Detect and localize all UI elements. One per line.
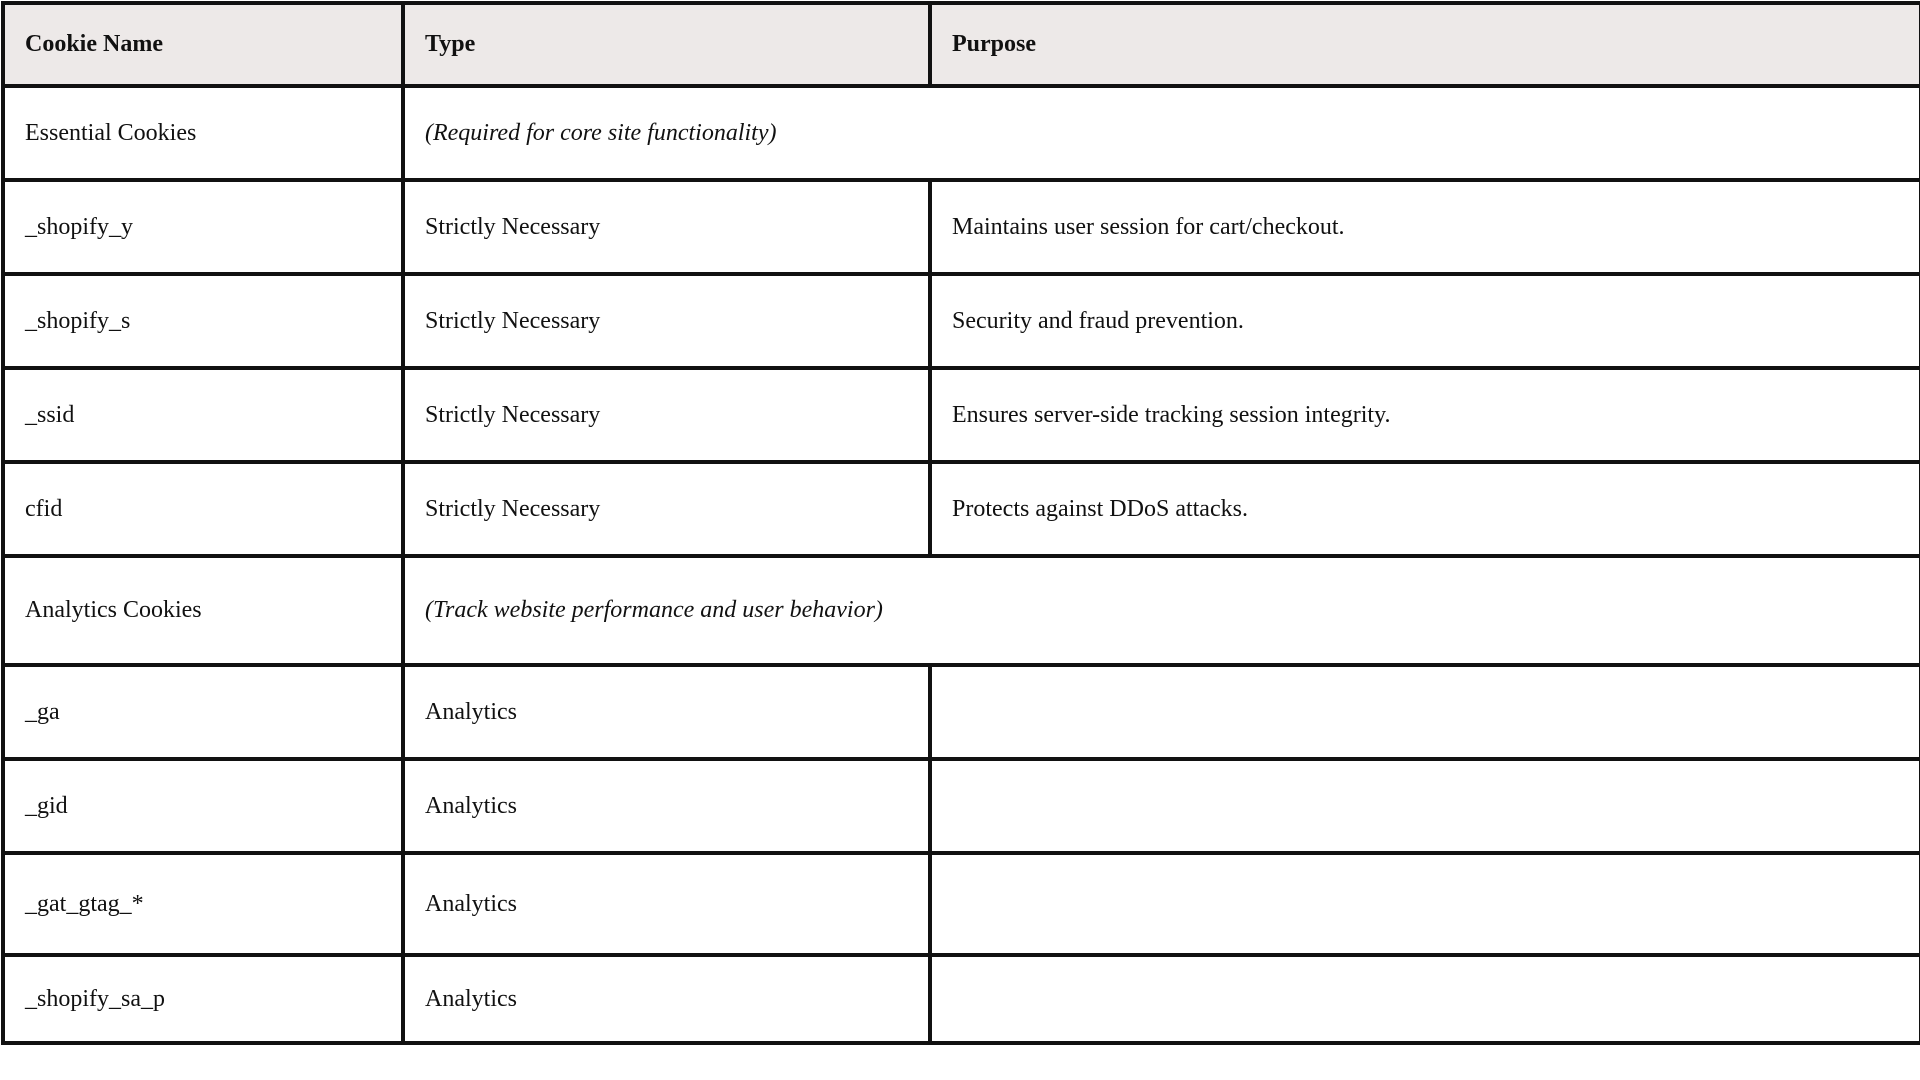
cookie-name-cell: _shopify_sa_p [3, 955, 403, 1043]
cookie-type-cell: Strictly Necessary [403, 274, 930, 368]
header-type: Type [403, 3, 930, 86]
header-purpose: Purpose [930, 3, 1920, 86]
cookie-name-cell: cfid [3, 462, 403, 556]
cookie-type-cell: Strictly Necessary [403, 462, 930, 556]
cookie-purpose-cell [930, 665, 1920, 759]
table-row [3, 665, 1920, 759]
table-row [3, 955, 1920, 1043]
cookie-purpose-cell: Maintains user session for cart/checkout. [930, 180, 1920, 274]
cookie-name-cell: _ga [3, 665, 403, 759]
cookie-name-cell: _shopify_y [3, 180, 403, 274]
table-row [3, 853, 1920, 955]
cookie-type-cell: Strictly Necessary [403, 180, 930, 274]
cookie-name-cell: _shopify_s [3, 274, 403, 368]
cookie-table [1, 1, 1920, 1045]
section-title: Essential Cookies [3, 86, 403, 180]
table-row [3, 462, 1920, 556]
cookie-name-cell: _ssid [3, 368, 403, 462]
cookie-type-cell: Analytics [403, 853, 930, 955]
cookie-name-cell: _gat_gtag_* [3, 853, 403, 955]
header-row [3, 3, 1920, 86]
table-row [3, 274, 1920, 368]
section-note: (Required for core site functionality) [403, 86, 1920, 180]
cookie-purpose-cell: Ensures server-side tracking session integrity. [930, 368, 1920, 462]
section-note: (Track website performance and user behavior) [403, 556, 1920, 665]
cookie-purpose-cell: Security and fraud prevention. [930, 274, 1920, 368]
section-title: Analytics Cookies [3, 556, 403, 665]
table-row [3, 180, 1920, 274]
cookie-type-cell: Analytics [403, 665, 930, 759]
cookie-type-cell: Strictly Necessary [403, 368, 930, 462]
cookie-purpose-cell: Protects against DDoS attacks. [930, 462, 1920, 556]
cookie-purpose-cell [930, 759, 1920, 853]
table-row [3, 368, 1920, 462]
section-row-analytics [3, 556, 1920, 665]
cookie-name-cell: _gid [3, 759, 403, 853]
table-row [3, 759, 1920, 853]
cookie-type-cell: Analytics [403, 955, 930, 1043]
section-row-essential [3, 86, 1920, 180]
cookie-purpose-cell [930, 955, 1920, 1043]
cookie-purpose-cell [930, 853, 1920, 955]
header-cookie-name: Cookie Name [3, 3, 403, 86]
cookie-type-cell: Analytics [403, 759, 930, 853]
